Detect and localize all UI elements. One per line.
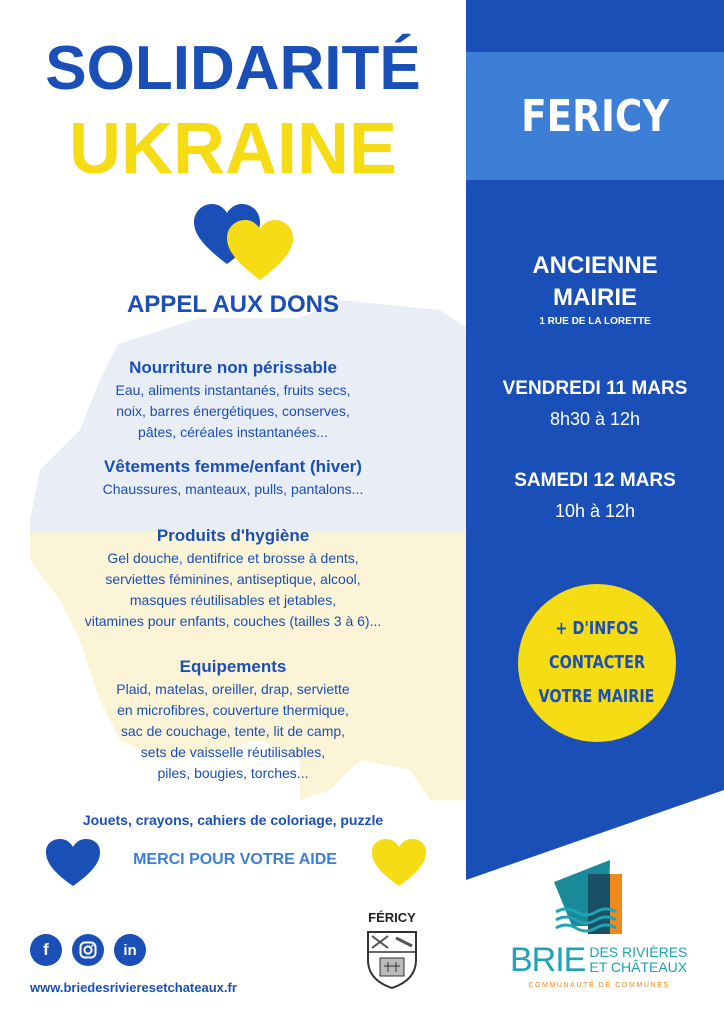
category-title: Vêtements femme/enfant (hiver) <box>104 457 362 476</box>
date-day: VENDREDI 11 MARS <box>502 378 688 399</box>
info-circle <box>518 584 676 742</box>
date-hours: 10h à 12h <box>554 501 636 521</box>
category-item: pâtes, céréales instantanées... <box>138 424 328 440</box>
category-item: piles, bougies, torches... <box>157 765 309 781</box>
category-item: Eau, aliments instantanés, fruits secs, <box>115 382 351 398</box>
category-item: Plaid, matelas, oreiller, drap, serviette <box>116 681 350 697</box>
community-logo-icon <box>552 856 642 946</box>
date-day: SAMEDI 12 MARS <box>514 470 676 491</box>
poster-title-line-1: SOLIDARITÉ <box>45 34 421 103</box>
category-item: Gel douche, dentifrice et brosse à dents, <box>107 550 359 566</box>
category-item: vitamines pour enfants, couches (tailles 3 à 6)... <box>84 613 382 629</box>
extra-items: Jouets, crayons, cahiers de coloriage, puzzle <box>82 812 384 828</box>
date-friday <box>466 376 724 432</box>
category-item: en microfibres, couverture thermique, <box>117 702 349 718</box>
info-line-2: CONTACTER <box>548 652 646 673</box>
social-links <box>30 934 146 966</box>
appeal-heading: APPEL AUX DONS <box>126 291 340 318</box>
category-title: Produits d'hygiène <box>156 526 310 545</box>
community-brand-sub <box>589 945 687 975</box>
info-line-1: + D'INFOS <box>555 618 639 639</box>
venue-address: 1 RUE DE LA LORETTE <box>539 316 651 327</box>
category-title: Nourriture non périssable <box>129 358 337 377</box>
category-hygiene <box>0 524 466 632</box>
instagram-icon[interactable] <box>72 934 104 966</box>
category-title: Equipements <box>179 657 287 676</box>
venue <box>466 250 724 327</box>
category-item: sets de vaisselle réutilisables, <box>140 744 326 760</box>
thanks-message: MERCI POUR VOTRE AIDE <box>133 851 337 868</box>
community-brand-name: BRIE <box>510 941 586 979</box>
website-link[interactable]: www.briedesrivieresetchateaux.fr <box>30 980 237 995</box>
town-banner <box>466 52 724 180</box>
poster-title-line-2: UKRAINE <box>68 109 397 189</box>
category-item: sac de couchage, tente, lit de camp, <box>120 723 346 739</box>
town-name: FERICY <box>520 90 670 142</box>
town-crest-icon <box>364 928 420 990</box>
venue-line-1: ANCIENNE <box>532 252 658 279</box>
category-item: serviettes féminines, antiseptique, alcool, <box>105 571 361 587</box>
category-item: masques réutilisables et jetables, <box>129 592 337 608</box>
category-item: Chaussures, manteaux, pulls, pantalons... <box>102 481 364 497</box>
linkedin-icon[interactable]: in <box>114 934 146 966</box>
crest-label: FÉRICY <box>368 910 416 925</box>
info-line-3: VOTRE MAIRIE <box>538 686 655 707</box>
community-sub-line-2: ET CHÂTEAUX <box>589 959 688 975</box>
community-brand <box>510 942 700 978</box>
yellow-heart-icon <box>370 838 428 888</box>
hearts-icon <box>190 200 300 284</box>
category-item: noix, barres énergétiques, conserves, <box>116 403 350 419</box>
date-hours: 8h30 à 12h <box>549 409 641 429</box>
community-tagline: COMMUNAUTÉ DE COMMUNES <box>528 982 670 989</box>
venue-line-2: MAIRIE <box>553 284 637 311</box>
facebook-icon[interactable]: f <box>30 934 62 966</box>
community-sub-line-1: DES RIVIÈRES <box>589 944 688 960</box>
date-saturday <box>466 468 724 524</box>
category-equipment <box>0 655 466 784</box>
blue-heart-icon <box>44 838 102 888</box>
category-clothing <box>0 455 466 500</box>
instagram-glyph <box>79 941 97 959</box>
category-food <box>0 356 466 443</box>
